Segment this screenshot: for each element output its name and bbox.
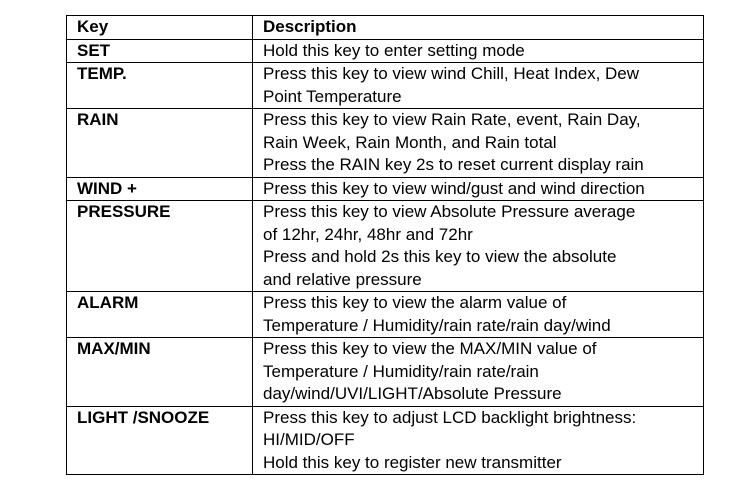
description-line: Press the RAIN key 2s to reset current display rain — [263, 155, 644, 174]
table-row — [67, 338, 704, 407]
description-line: Hold this key to register new transmitter — [263, 452, 562, 472]
key-name-cell: SET — [67, 39, 253, 63]
description-line: Press this key to view the MAX/MIN value of — [263, 339, 597, 358]
description-line: HI/MID/OFF — [263, 430, 355, 449]
description-line: Point Temperature — [263, 86, 402, 106]
description-cell — [253, 292, 704, 338]
table-row — [67, 39, 704, 63]
key-name-cell: RAIN — [67, 109, 253, 178]
key-name-cell: TEMP. — [67, 63, 253, 109]
description-line: Press this key to view Rain Rate, event, Rain Day, — [263, 110, 641, 129]
table-row — [67, 177, 704, 201]
description-line: and relative pressure — [263, 269, 422, 289]
description-cell — [253, 109, 704, 178]
table-row — [67, 63, 704, 109]
description-cell — [253, 39, 704, 63]
description-line: Press and hold 2s this key to view the absolute — [263, 247, 617, 266]
table-body — [67, 39, 704, 475]
description-line: Press this key to view Absolute Pressure average — [263, 202, 636, 221]
description-cell — [253, 338, 704, 407]
table-row — [67, 201, 704, 292]
key-name-cell: WIND + — [67, 177, 253, 201]
description-cell — [253, 63, 704, 109]
table-header-row — [67, 16, 704, 40]
description-line: day/wind/UVI/LIGHT/Absolute Pressure — [263, 384, 562, 403]
key-name-cell: LIGHT /SNOOZE — [67, 406, 253, 475]
key-name-cell: PRESSURE — [67, 201, 253, 292]
key-name-cell: MAX/MIN — [67, 338, 253, 407]
column-header-description: Description — [253, 16, 704, 40]
description-line: Press this key to view wind Chill, Heat Index, Dew — [263, 64, 640, 83]
description-line: Press this key to view the alarm value of — [263, 293, 567, 312]
description-line: Hold this key to enter setting mode — [263, 40, 525, 60]
description-line: of 12hr, 24hr, 48hr and 72hr — [263, 224, 473, 244]
table-row — [67, 406, 704, 475]
description-line: Temperature / Humidity/rain rate/rain day/wind — [263, 315, 611, 335]
description-cell — [253, 406, 704, 475]
column-header-key: Key — [67, 16, 253, 40]
description-line: Press this key to view wind/gust and wind direction — [263, 178, 645, 198]
description-line: Rain Week, Rain Month, and Rain total — [263, 132, 557, 152]
key-name-cell: ALARM — [67, 292, 253, 338]
description-line: Press this key to adjust LCD backlight brightness: — [263, 407, 637, 427]
key-description-table — [66, 15, 704, 475]
description-line: Temperature / Humidity/rain rate/rain — [263, 361, 539, 381]
table-row — [67, 109, 704, 178]
description-cell — [253, 201, 704, 292]
description-cell — [253, 177, 704, 201]
table-row — [67, 292, 704, 338]
